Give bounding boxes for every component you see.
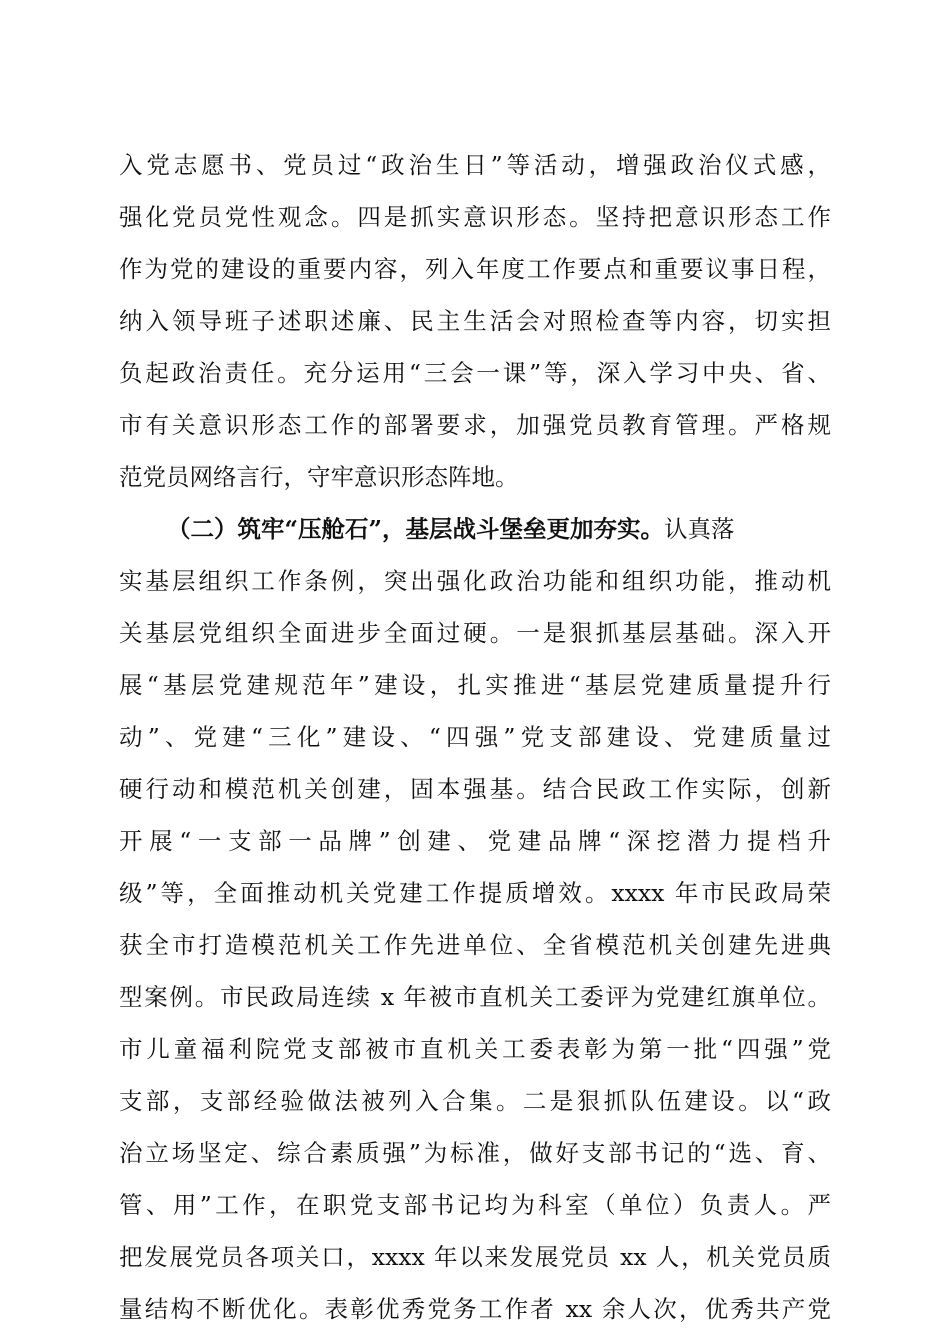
section-heading: （二）筑牢“压舱石”，基层战斗堡垒更加夯实。 xyxy=(167,515,665,543)
section-heading-line xyxy=(119,503,831,555)
text-line: 负起政治责任。充分运用“三会一课”等，深入学习中央、省、 xyxy=(119,359,831,387)
text-line: 入党志愿书、党员过“政治生日”等活动，增强政治仪式感， xyxy=(119,151,831,179)
text-line: 纳入领导班子述职述廉、民主生活会对照检查等内容，切实担 xyxy=(119,307,831,335)
text-line: 市有关意识形态工作的部署要求，加强党员教育管理。严格规 xyxy=(119,411,831,439)
text-line: 管、用”工作，在职党支部书记均为科室（单位）负责人。严 xyxy=(119,1191,831,1219)
text-line: 获全市打造模范机关工作先进单位、全省模范机关创建先进典 xyxy=(119,931,831,959)
text-line: 量结构不断优化。表彰优秀党务工作者 xx 余人次，优秀共产党 xyxy=(119,1295,831,1323)
text-line: 作为党的建设的重要内容，列入年度工作要点和重要议事日程， xyxy=(119,255,831,283)
text-line: 硬行动和模范机关创建，固本强基。结合民政工作实际，创新 xyxy=(119,775,831,803)
text-line: 级”等，全面推动机关党建工作提质增效。xxxx 年市民政局荣 xyxy=(119,879,831,907)
text-line: 范党员网络言行，守牢意识形态阵地。 xyxy=(119,463,519,491)
text-line: 治立场坚定、综合素质强”为标准，做好支部书记的“选、育、 xyxy=(119,1139,831,1167)
text-line: 实基层组织工作条例，突出强化政治功能和组织功能，推动机 xyxy=(119,567,831,595)
section-heading-tail: 认真落 xyxy=(664,515,735,543)
text-line: 展“基层党建规范年”建设，扎实推进“基层党建质量提升行 xyxy=(119,671,831,699)
text-line: 市儿童福利院党支部被市直机关工委表彰为第一批“四强”党 xyxy=(119,1035,831,1063)
text-line: 强化党员党性观念。四是抓实意识形态。坚持把意识形态工作 xyxy=(119,203,831,231)
body-text xyxy=(119,139,831,1335)
text-line: 型案例。市民政局连续 x 年被市直机关工委评为党建红旗单位。 xyxy=(119,983,831,1011)
text-line: 动”、党建“三化”建设、“四强”党支部建设、党建质量过 xyxy=(119,723,831,751)
text-line: 支部，支部经验做法被列入合集。二是狠抓队伍建设。以“政 xyxy=(119,1087,831,1115)
text-line: 开展“一支部一品牌”创建、党建品牌“深挖潜力提档升 xyxy=(119,827,831,855)
text-line: 把发展党员各项关口，xxxx 年以来发展党员 xx 人，机关党员质 xyxy=(119,1243,831,1271)
text-line: 关基层党组织全面进步全面过硬。一是狠抓基层基础。深入开 xyxy=(119,619,831,647)
